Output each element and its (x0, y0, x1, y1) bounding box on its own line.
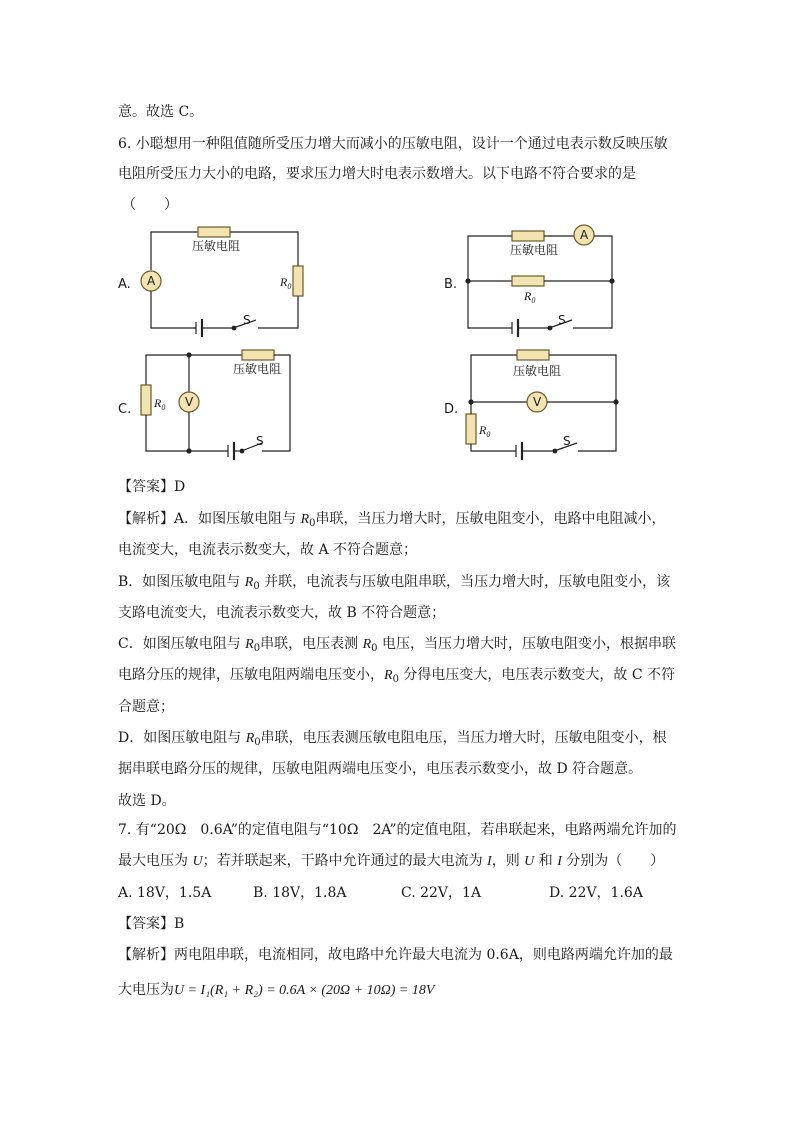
pressure-resistor-label: 压敏电阻 (192, 239, 241, 253)
circuit-a (118, 227, 303, 337)
pressure-resistor (198, 227, 230, 237)
previous-answer-tail: 意。故选 C。 (118, 104, 204, 120)
pressure-resistor-label: 压敏电阻 (233, 362, 282, 376)
r0-label: $R_0$ (524, 289, 536, 305)
q6-analysis-line: 据串联电路分压的规律，压敏电阻两端电压变小，电压表示数变小，故 D 符合题意。 (118, 761, 643, 777)
pressure-resistor-label: 压敏电阻 (513, 364, 562, 378)
option-a-label: A. (118, 277, 131, 292)
q6-answer: 【答案】D (118, 479, 186, 495)
q7-formula: U = I₁(R₁ + R₂) = 0.6A × (20Ω + 10Ω) = 18V (174, 983, 435, 998)
option-d-label: D. (444, 402, 459, 417)
r0-label: $R_0$ (479, 423, 491, 439)
r0-label: $R_0$ (154, 396, 166, 412)
q7-choice-d: D. 22V，1.6A (549, 885, 643, 901)
q6-analysis-line: 【解析】A．如图压敏电阻与 $R_0$串联，当压力增大时，压敏电阻变小，电路中电阻减小， (118, 511, 666, 529)
q7-choice-b: B. 18V，1.8A (253, 885, 347, 901)
q6-analysis-line: 合题意； (118, 699, 174, 715)
var-i: I (487, 854, 492, 869)
r0-symbol: R (300, 512, 310, 527)
q7-analysis-line-2: 大电压为U = I₁(R₁ + R₂) = 0.6A × (20Ω + 10Ω) = 18V (118, 982, 435, 998)
r0-resistor (293, 266, 303, 296)
r0-label: $R_0$ (280, 275, 292, 291)
ammeter-label: A (147, 274, 156, 288)
switch-label: S (558, 313, 566, 327)
q7-choice-a: A. 18V，1.5A (118, 885, 212, 901)
q6-analysis-line: 故选 D。 (118, 793, 176, 809)
q6-answer-bracket: （ ） (122, 197, 178, 213)
option-c-label: C. (118, 402, 132, 417)
q6-analysis-line: C．如图压敏电阻与 $R_0$串联，电压表测 $R_0$ 电压，当压力增大时，压敏电阻变小，根据串联 (118, 636, 676, 654)
circuit-d (444, 350, 618, 460)
r0-symbol: R (245, 637, 254, 652)
r0-symbol: R (244, 575, 254, 590)
switch-label: S (256, 434, 264, 448)
option-b-label: B. (444, 277, 458, 292)
q7-stem-line-1: 7. 有“20Ω 0.6A”的定值电阻与“10Ω 2A”的定值电阻，若串联起来，电路两端允许加的 (118, 822, 677, 838)
circuit-c (118, 350, 290, 460)
q7-choices (118, 883, 643, 903)
q6-analysis-line: 电路分压的规律，压敏电阻两端电压变小，$R_0$ 分得电压变大，电压表示数变大，故 C 不符 (118, 667, 675, 685)
q7-choice-c: C. 22V，1A (401, 885, 482, 901)
q7-stem-line-2: 最大电压为 U；若并联起来，干路中允许通过的最大电流为 I，则 U 和 I 分别为（ ） (118, 853, 665, 869)
q6-analysis-line: 支路电流变大，电流表示数变大，故 B 不符合题意； (118, 605, 446, 621)
q6-stem-line-2: 电阻所受压力大小的电路，要求压力增大时电表示数增大。以下电路不符合要求的是 (118, 166, 636, 182)
q6-analysis-line: 电流变大，电流表示数变大，故 A 不符合题意； (118, 542, 418, 558)
q6-analysis-line: B．如图压敏电阻与 $R_0$ 并联，电流表与压敏电阻串联，当压力增大时，压敏电阻变小，该 (118, 574, 671, 592)
r0-symbol: R (362, 637, 372, 652)
q6-stem-line-1: 6. 小聪想用一种阻值随所受压力增大而减小的压敏电阻，设计一个通过电表示数反映压敏 (118, 136, 668, 152)
r0-symbol: R (384, 668, 393, 683)
ammeter-label: A (580, 228, 589, 242)
q6-circuit-diagrams (0, 220, 794, 470)
circuit-b (444, 225, 614, 337)
switch-label: S (563, 434, 571, 448)
var-u: U (192, 854, 203, 869)
q7-analysis-line-1: 【解析】两电阻串联，电流相同，故电路中允许最大电流为 0.6A，则电路两端允许加的最 (118, 947, 673, 963)
voltmeter-label: V (533, 395, 542, 409)
q7-answer: 【答案】B (118, 916, 185, 932)
q6-analysis-line: D．如图压敏电阻与 $R_0$串联，电压表测压敏电阻电压，当压力增大时，压敏电阻变小，根 (118, 730, 667, 748)
pressure-resistor-label: 压敏电阻 (510, 243, 559, 257)
voltmeter-label: V (185, 395, 194, 409)
r0-symbol: R (245, 731, 255, 746)
switch-label: S (243, 313, 251, 327)
